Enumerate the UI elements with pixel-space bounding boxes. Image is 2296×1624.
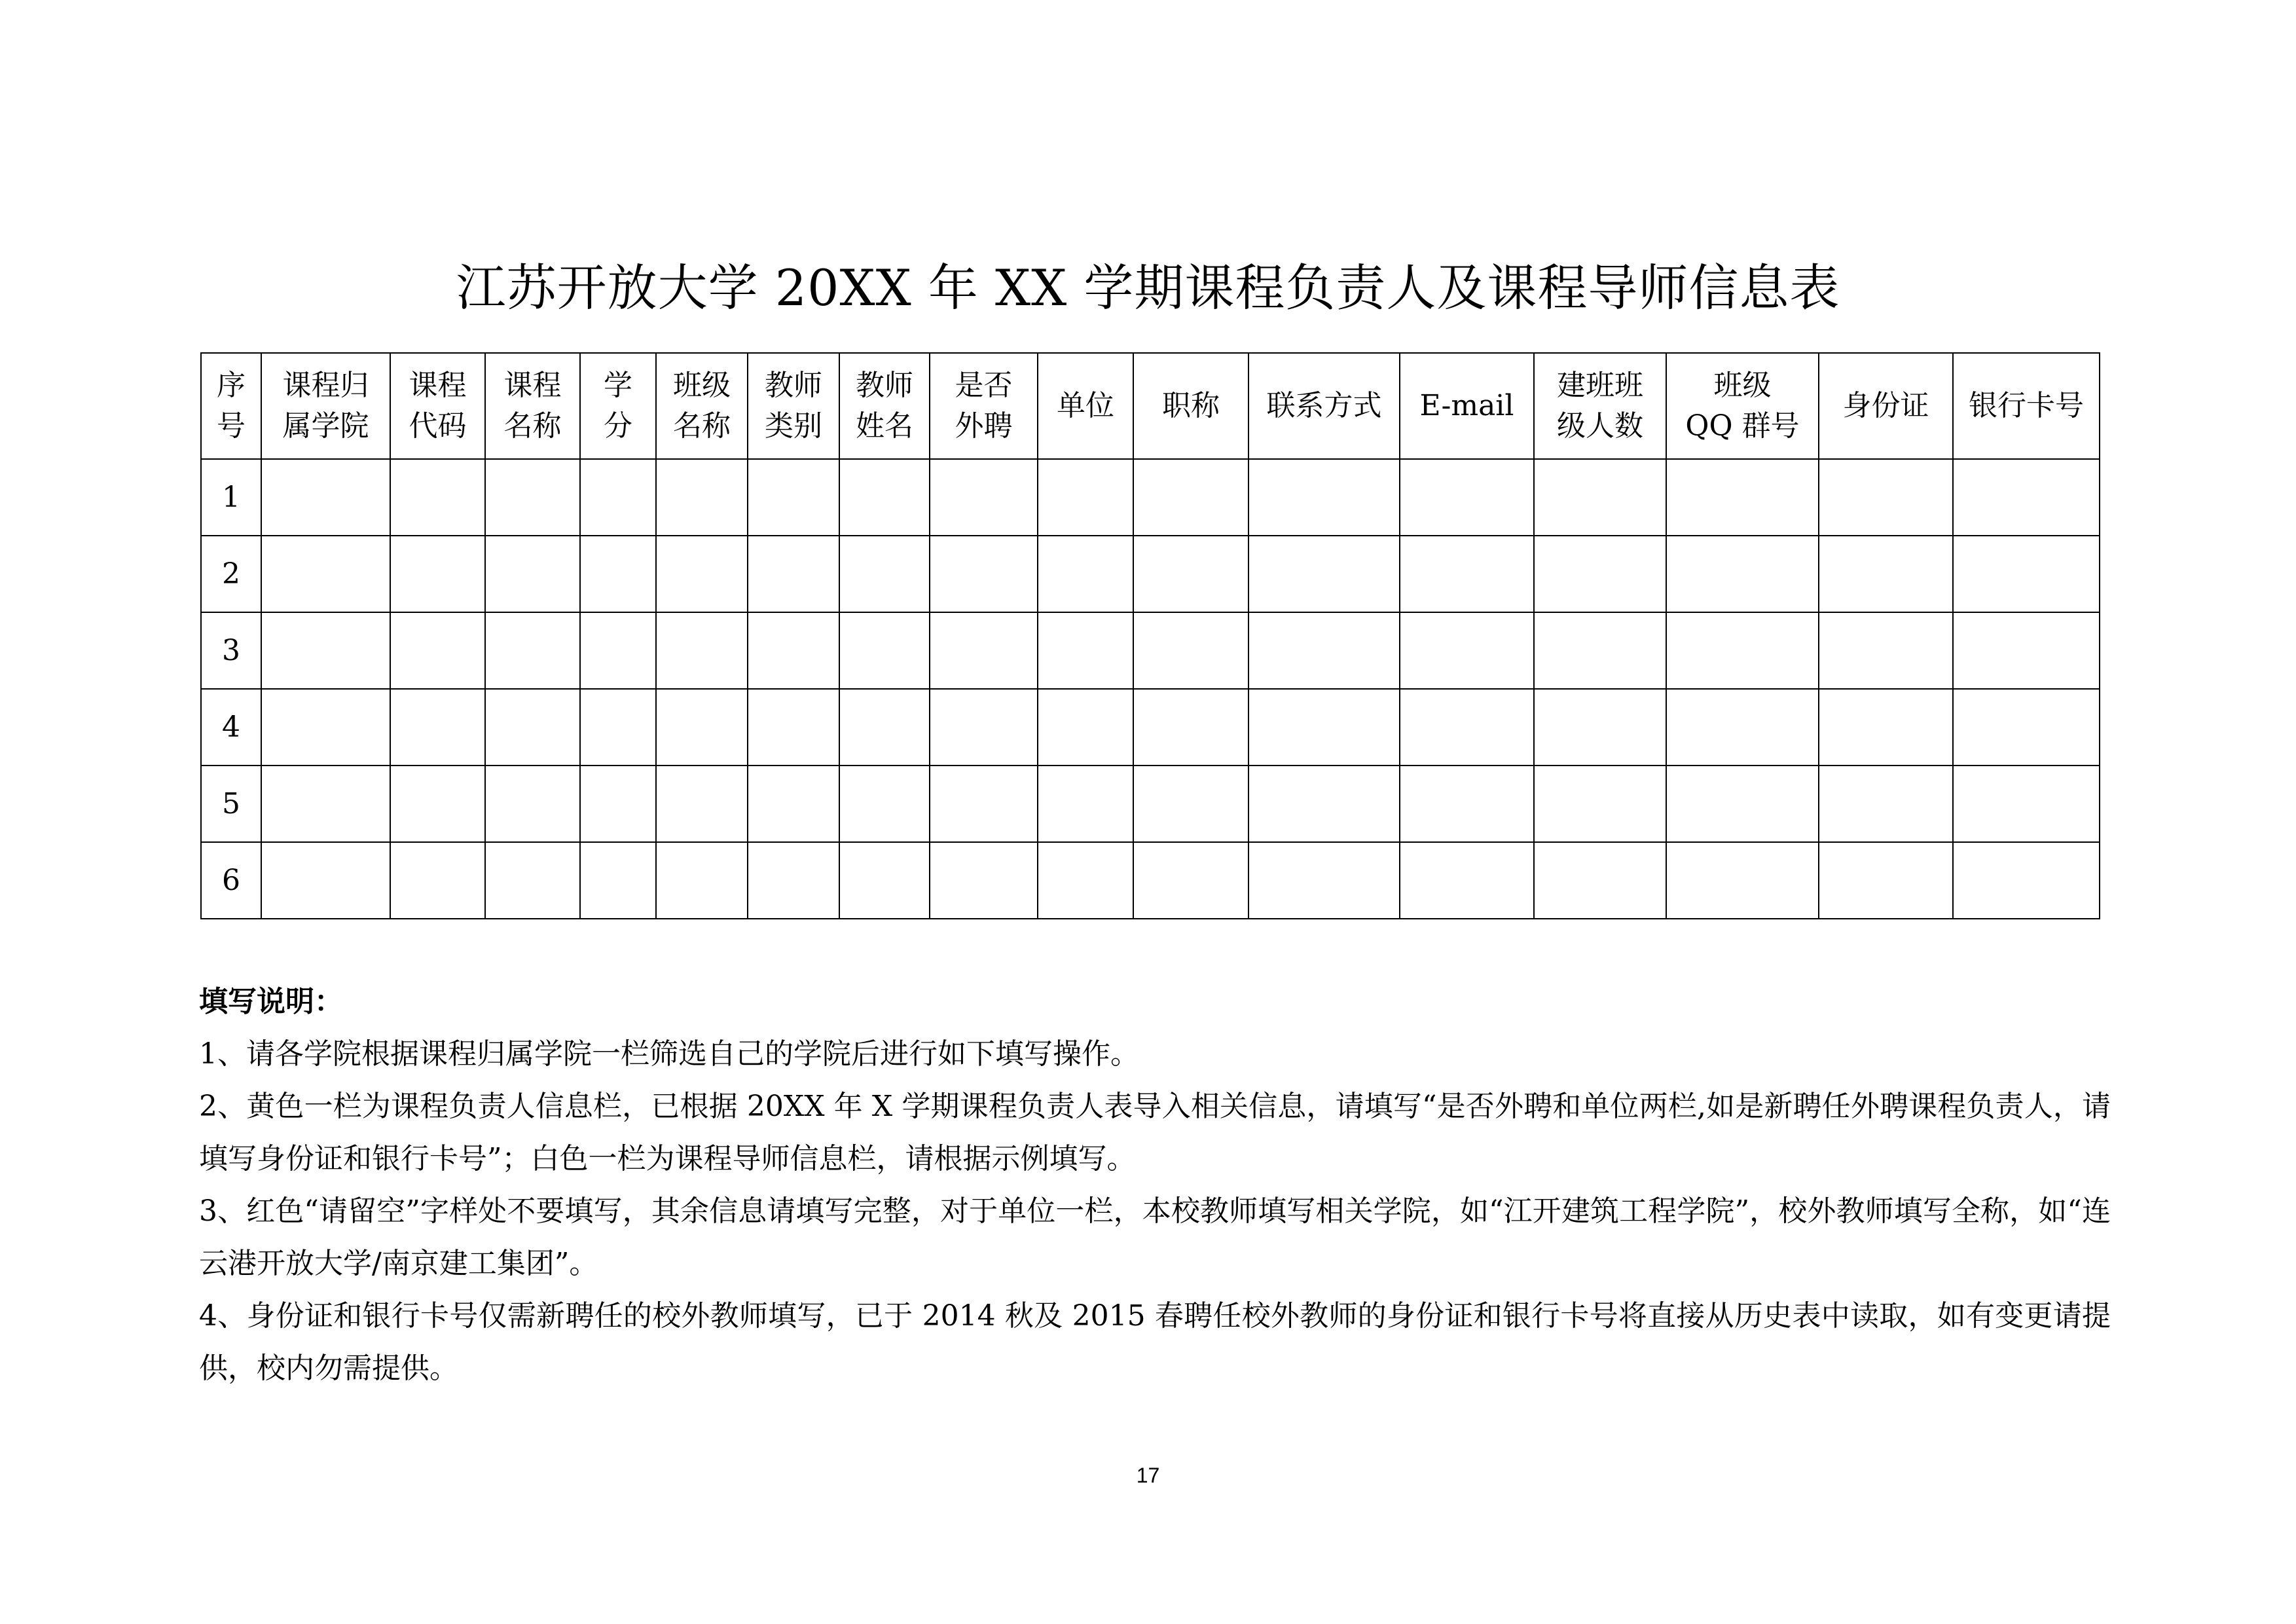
table-cell[interactable] <box>580 459 656 536</box>
table-cell[interactable] <box>1819 536 1953 612</box>
table-cell[interactable] <box>1819 612 1953 689</box>
column-header-course-code: 课程 代码 <box>390 353 485 459</box>
table-header-row <box>201 353 2100 459</box>
table-row <box>201 689 2100 766</box>
table-cell[interactable] <box>1400 536 1534 612</box>
table-row <box>201 459 2100 536</box>
column-header-bank-card: 银行卡号 <box>1953 353 2100 459</box>
table-cell[interactable] <box>1534 536 1666 612</box>
table-cell[interactable] <box>839 766 930 842</box>
table-cell[interactable] <box>261 612 390 689</box>
table-cell[interactable] <box>1248 689 1400 766</box>
table-cell[interactable] <box>485 536 580 612</box>
instruction-item: 1、请各学院根据课程归属学院一栏筛选自己的学院后进行如下填写操作。 <box>199 1037 1139 1071</box>
table-cell[interactable] <box>1038 842 1133 919</box>
table-cell[interactable] <box>1666 612 1819 689</box>
table-cell[interactable] <box>1248 536 1400 612</box>
table-cell[interactable] <box>580 689 656 766</box>
column-header-index: 序 号 <box>201 353 261 459</box>
table-row <box>201 536 2100 612</box>
table-cell[interactable] <box>1248 842 1400 919</box>
table-cell[interactable] <box>656 459 748 536</box>
table-cell[interactable] <box>580 842 656 919</box>
row-number-cell: 2 <box>201 536 261 612</box>
table-cell[interactable] <box>1666 459 1819 536</box>
table-cell[interactable] <box>1953 842 2100 919</box>
table-cell[interactable] <box>580 766 656 842</box>
table-cell[interactable] <box>390 766 485 842</box>
column-header-title: 职称 <box>1133 353 1248 459</box>
table-cell[interactable] <box>1133 766 1248 842</box>
column-header-course-name: 课程 名称 <box>485 353 580 459</box>
table-cell[interactable] <box>580 536 656 612</box>
column-header-class-size: 建班班 级人数 <box>1534 353 1666 459</box>
table-cell[interactable] <box>748 842 839 919</box>
table-cell[interactable] <box>1038 459 1133 536</box>
table-cell[interactable] <box>1133 689 1248 766</box>
table-cell[interactable] <box>1133 612 1248 689</box>
table-cell[interactable] <box>1534 842 1666 919</box>
table-cell[interactable] <box>1666 842 1819 919</box>
table-cell[interactable] <box>1819 689 1953 766</box>
column-header-credits: 学 分 <box>580 353 656 459</box>
table-cell[interactable] <box>485 766 580 842</box>
table-body <box>201 459 2100 919</box>
instructions <box>199 976 2111 1395</box>
table-cell[interactable] <box>1666 536 1819 612</box>
row-number-cell: 3 <box>201 612 261 689</box>
instruction-item: 3、红色“请留空”字样处不要填写，其余信息请填写完整，对于单位一栏，本校教师填写相关学院，如“江开建筑工程学院”，校外教师填写全称，如“连云港开放大学/南京建工集团”。 <box>199 1194 2111 1280</box>
table-cell[interactable] <box>1534 689 1666 766</box>
table-cell[interactable] <box>390 689 485 766</box>
table-cell[interactable] <box>839 536 930 612</box>
column-header-teacher-category: 教师 类别 <box>748 353 839 459</box>
instruction-item: 4、身份证和银行卡号仅需新聘任的校外教师填写，已于 2014 秋及 2015 春聘任校外教师的身份证和银行卡号将直接从历史表中读取，如有变更请提供，校内勿需提供。 <box>199 1299 2111 1385</box>
table-row <box>201 842 2100 919</box>
table-cell[interactable] <box>656 612 748 689</box>
table-cell[interactable] <box>748 459 839 536</box>
table-cell[interactable] <box>1133 842 1248 919</box>
table-cell[interactable] <box>261 459 390 536</box>
table-cell[interactable] <box>748 612 839 689</box>
table-cell[interactable] <box>839 612 930 689</box>
table-row <box>201 612 2100 689</box>
table-cell[interactable] <box>1038 766 1133 842</box>
column-header-external: 是否 外聘 <box>930 353 1038 459</box>
row-number-cell: 5 <box>201 766 261 842</box>
table-cell[interactable] <box>261 689 390 766</box>
table-cell[interactable] <box>1038 689 1133 766</box>
table-cell[interactable] <box>1133 459 1248 536</box>
row-number-cell: 4 <box>201 689 261 766</box>
table-cell[interactable] <box>485 689 580 766</box>
table-cell[interactable] <box>839 689 930 766</box>
table-cell[interactable] <box>1666 766 1819 842</box>
table-cell[interactable] <box>485 842 580 919</box>
table-cell[interactable] <box>1248 612 1400 689</box>
table-cell[interactable] <box>930 536 1038 612</box>
column-header-id-card: 身份证 <box>1819 353 1953 459</box>
page-title: 江苏开放大学 20XX 年 XX 学期课程负责人及课程导师信息表 <box>456 259 1840 317</box>
page-number: 17 <box>1136 1464 1160 1487</box>
table-cell[interactable] <box>930 612 1038 689</box>
table-cell[interactable] <box>930 766 1038 842</box>
row-number-cell: 6 <box>201 842 261 919</box>
table-cell[interactable] <box>1248 459 1400 536</box>
table-cell[interactable] <box>1819 766 1953 842</box>
table-cell[interactable] <box>930 842 1038 919</box>
table-cell[interactable] <box>1819 842 1953 919</box>
table-cell[interactable] <box>656 766 748 842</box>
row-number-cell: 1 <box>201 459 261 536</box>
column-header-qq-group: 班级 QQ 群号 <box>1666 353 1819 459</box>
teacher-info-table <box>200 352 2100 919</box>
table-cell[interactable] <box>748 689 839 766</box>
instruction-item: 2、黄色一栏为课程负责人信息栏，已根据 20XX 年 X 学期课程负责人表导入相关信息，请填写“是否外聘和单位两栏,如是新聘任外聘课程负责人，请填写身份证和银行卡号”；白色一栏为课程导师信息栏，请根据示例填写。 <box>199 1090 2111 1175</box>
table-cell[interactable] <box>261 536 390 612</box>
table-cell[interactable] <box>1133 536 1248 612</box>
table-cell[interactable] <box>839 459 930 536</box>
column-header-email: E-mail <box>1400 353 1534 459</box>
table-cell[interactable] <box>390 842 485 919</box>
table-cell[interactable] <box>930 459 1038 536</box>
table-cell[interactable] <box>261 842 390 919</box>
column-header-contact: 联系方式 <box>1248 353 1400 459</box>
table-cell[interactable] <box>1400 459 1534 536</box>
table-cell[interactable] <box>1953 459 2100 536</box>
table-cell[interactable] <box>390 536 485 612</box>
table-cell[interactable] <box>930 689 1038 766</box>
table-cell[interactable] <box>1819 459 1953 536</box>
table-cell[interactable] <box>485 459 580 536</box>
table-cell[interactable] <box>485 612 580 689</box>
column-header-college: 课程归 属学院 <box>261 353 390 459</box>
table-cell[interactable] <box>390 612 485 689</box>
table-cell[interactable] <box>580 612 656 689</box>
table-cell[interactable] <box>1534 459 1666 536</box>
table-cell[interactable] <box>748 536 839 612</box>
table-cell[interactable] <box>1038 612 1133 689</box>
table-cell[interactable] <box>1400 689 1534 766</box>
column-header-teacher-name: 教师 姓名 <box>839 353 930 459</box>
table-cell[interactable] <box>748 766 839 842</box>
table-cell[interactable] <box>1400 842 1534 919</box>
table-cell[interactable] <box>1953 766 2100 842</box>
table-cell[interactable] <box>656 842 748 919</box>
table-cell[interactable] <box>1038 536 1133 612</box>
table-cell[interactable] <box>1666 689 1819 766</box>
table-cell[interactable] <box>261 766 390 842</box>
table-cell[interactable] <box>1400 766 1534 842</box>
table-cell[interactable] <box>390 459 485 536</box>
table-cell[interactable] <box>1248 766 1400 842</box>
table-cell[interactable] <box>839 842 930 919</box>
instructions-heading: 填写说明： <box>199 985 343 1018</box>
column-header-class-name: 班级 名称 <box>656 353 748 459</box>
table-cell[interactable] <box>1953 689 2100 766</box>
table-cell[interactable] <box>1953 536 2100 612</box>
table-cell[interactable] <box>1400 612 1534 689</box>
table-cell[interactable] <box>656 689 748 766</box>
table-cell[interactable] <box>1953 612 2100 689</box>
table-row <box>201 766 2100 842</box>
table-cell[interactable] <box>1534 766 1666 842</box>
table-cell[interactable] <box>656 536 748 612</box>
table-cell[interactable] <box>1534 612 1666 689</box>
column-header-unit: 单位 <box>1038 353 1133 459</box>
